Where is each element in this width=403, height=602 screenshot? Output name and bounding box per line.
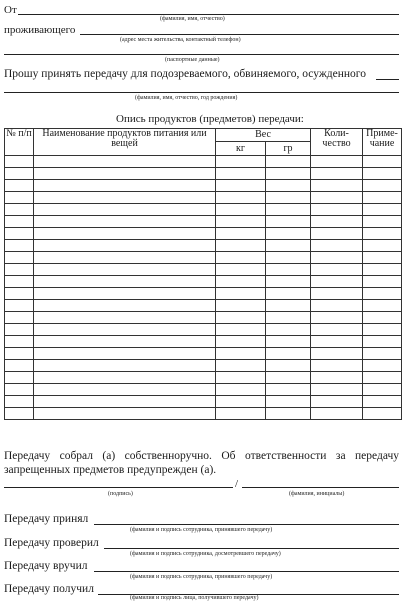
cell-name[interactable] <box>34 216 216 228</box>
cell-name[interactable] <box>34 240 216 252</box>
table-row <box>5 204 402 216</box>
table-row <box>5 348 402 360</box>
cell-note[interactable] <box>363 180 402 192</box>
cell-note[interactable] <box>363 300 402 312</box>
cell-kg[interactable] <box>216 192 266 204</box>
cell-qty[interactable] <box>311 276 363 288</box>
inventory-table <box>4 128 402 420</box>
cell-gr[interactable] <box>266 300 311 312</box>
cell-name[interactable] <box>34 180 216 192</box>
cell-name[interactable] <box>34 168 216 180</box>
cell-gr[interactable] <box>266 252 311 264</box>
handed-line[interactable] <box>94 571 399 572</box>
col-num-header: № п/п <box>5 129 34 156</box>
address-hint: (адрес места жительства, контактный телефон) <box>120 37 241 43</box>
cell-note[interactable] <box>363 240 402 252</box>
table-row <box>5 240 402 252</box>
cell-kg[interactable] <box>216 264 266 276</box>
cell-name[interactable] <box>34 252 216 264</box>
cell-kg[interactable] <box>216 168 266 180</box>
cell-gr[interactable] <box>266 372 311 384</box>
cell-name[interactable] <box>34 288 216 300</box>
cell-qty[interactable] <box>311 228 363 240</box>
signature-slash: / <box>235 478 239 490</box>
table-row <box>5 192 402 204</box>
cell-name[interactable] <box>34 384 216 396</box>
signature-hint: (подпись) <box>108 491 133 497</box>
cell-qty[interactable] <box>311 156 363 168</box>
cell-kg[interactable] <box>216 288 266 300</box>
handed-label: Передачу вручил <box>4 560 88 572</box>
cell-note[interactable] <box>363 360 402 372</box>
cell-kg[interactable] <box>216 408 266 420</box>
cell-qty[interactable] <box>311 204 363 216</box>
cell-name[interactable] <box>34 276 216 288</box>
table-row <box>5 228 402 240</box>
cell-kg[interactable] <box>216 300 266 312</box>
cell-kg[interactable] <box>216 312 266 324</box>
cell-num[interactable] <box>5 216 34 228</box>
cell-note[interactable] <box>363 192 402 204</box>
request-tail-line[interactable] <box>376 79 399 80</box>
cell-gr[interactable] <box>266 216 311 228</box>
cell-kg[interactable] <box>216 180 266 192</box>
col-weight-header: Вес <box>216 129 311 142</box>
cell-note[interactable] <box>363 264 402 276</box>
cell-qty[interactable] <box>311 348 363 360</box>
cell-note[interactable] <box>363 324 402 336</box>
table-row <box>5 300 402 312</box>
cell-gr[interactable] <box>266 288 311 300</box>
cell-kg[interactable] <box>216 324 266 336</box>
table-row <box>5 288 402 300</box>
passport-field-line[interactable] <box>4 54 399 55</box>
cell-qty[interactable] <box>311 192 363 204</box>
cell-kg[interactable] <box>216 384 266 396</box>
table-row <box>5 336 402 348</box>
table-row <box>5 168 402 180</box>
passport-hint: (паспортные данные) <box>165 57 220 63</box>
received-hint: (фамилия и подпись лица, получившего передачу) <box>130 595 259 601</box>
cell-num[interactable] <box>5 300 34 312</box>
cell-kg[interactable] <box>216 360 266 372</box>
col-kg-header: кг <box>216 142 266 156</box>
cell-gr[interactable] <box>266 180 311 192</box>
cell-gr[interactable] <box>266 396 311 408</box>
cell-gr[interactable] <box>266 312 311 324</box>
cell-name[interactable] <box>34 372 216 384</box>
accepted-hint: (фамилия и подпись сотрудника, принявшего передачу) <box>130 527 273 533</box>
table-row <box>5 180 402 192</box>
signature-line[interactable] <box>4 487 233 488</box>
cell-note[interactable] <box>363 156 402 168</box>
cell-gr[interactable] <box>266 324 311 336</box>
cell-num[interactable] <box>5 192 34 204</box>
cell-num[interactable] <box>5 408 34 420</box>
cell-kg[interactable] <box>216 336 266 348</box>
cell-gr[interactable] <box>266 168 311 180</box>
cell-kg[interactable] <box>216 228 266 240</box>
checked-line[interactable] <box>104 548 399 549</box>
from-label: От <box>4 4 17 16</box>
cell-gr[interactable] <box>266 204 311 216</box>
cell-qty[interactable] <box>311 312 363 324</box>
cell-note[interactable] <box>363 348 402 360</box>
cell-name[interactable] <box>34 324 216 336</box>
table-row <box>5 312 402 324</box>
cell-name[interactable] <box>34 312 216 324</box>
cell-name[interactable] <box>34 192 216 204</box>
cell-note[interactable] <box>363 252 402 264</box>
cell-qty[interactable] <box>311 264 363 276</box>
initials-hint: (фамилия, инициалы) <box>289 491 345 497</box>
cell-name[interactable] <box>34 336 216 348</box>
cell-qty[interactable] <box>311 252 363 264</box>
cell-gr[interactable] <box>266 228 311 240</box>
table-row <box>5 372 402 384</box>
cell-gr[interactable] <box>266 408 311 420</box>
cell-qty[interactable] <box>311 336 363 348</box>
initials-line[interactable] <box>242 487 399 488</box>
cell-qty[interactable] <box>311 408 363 420</box>
cell-note[interactable] <box>363 396 402 408</box>
cell-qty[interactable] <box>311 372 363 384</box>
checked-label: Передачу проверил <box>4 537 99 549</box>
cell-num[interactable] <box>5 228 34 240</box>
table-row <box>5 360 402 372</box>
checked-hint: (фамилия и подпись сотрудника, досмотревшего передачу) <box>130 551 281 557</box>
inventory-title: Опись продуктов (предметов) передачи: <box>116 113 304 125</box>
cell-name[interactable] <box>34 360 216 372</box>
cell-qty[interactable] <box>311 216 363 228</box>
col-name-header: Наименование продуктов питания или вещей <box>34 129 216 156</box>
accepted-line[interactable] <box>94 524 399 525</box>
cell-note[interactable] <box>363 312 402 324</box>
cell-name[interactable] <box>34 204 216 216</box>
table-row <box>5 276 402 288</box>
cell-note[interactable] <box>363 168 402 180</box>
table-row <box>5 408 402 420</box>
cell-kg[interactable] <box>216 348 266 360</box>
cell-num[interactable] <box>5 204 34 216</box>
handed-hint: (фамилия и подпись сотрудника, принявшего передачу) <box>130 574 273 580</box>
cell-note[interactable] <box>363 336 402 348</box>
table-row <box>5 396 402 408</box>
cell-gr[interactable] <box>266 360 311 372</box>
person-field-line[interactable] <box>4 92 399 93</box>
cell-note[interactable] <box>363 288 402 300</box>
col-note-header: Приме- чание <box>363 129 402 156</box>
cell-kg[interactable] <box>216 372 266 384</box>
inventory-rows <box>5 156 402 420</box>
cell-num[interactable] <box>5 348 34 360</box>
cell-name[interactable] <box>34 228 216 240</box>
cell-name[interactable] <box>34 396 216 408</box>
cell-qty[interactable] <box>311 384 363 396</box>
received-label: Передачу получил <box>4 583 94 595</box>
cell-note[interactable] <box>363 228 402 240</box>
cell-kg[interactable] <box>216 276 266 288</box>
cell-num[interactable] <box>5 396 34 408</box>
cell-num[interactable] <box>5 312 34 324</box>
cell-name[interactable] <box>34 156 216 168</box>
cell-num[interactable] <box>5 156 34 168</box>
table-row <box>5 384 402 396</box>
cell-qty[interactable] <box>311 324 363 336</box>
cell-gr[interactable] <box>266 192 311 204</box>
cell-name[interactable] <box>34 408 216 420</box>
cell-num[interactable] <box>5 336 34 348</box>
cell-gr[interactable] <box>266 156 311 168</box>
table-row <box>5 324 402 336</box>
cell-kg[interactable] <box>216 204 266 216</box>
cell-name[interactable] <box>34 300 216 312</box>
cell-num[interactable] <box>5 240 34 252</box>
col-qty-header: Коли- чество <box>311 129 363 156</box>
residing-label: проживающего <box>4 24 76 36</box>
cell-gr[interactable] <box>266 264 311 276</box>
table-row <box>5 156 402 168</box>
cell-kg[interactable] <box>216 240 266 252</box>
request-text: Прошу принять передачу для подозреваемого, обвиняемого, осужденного <box>4 68 366 80</box>
cell-num[interactable] <box>5 288 34 300</box>
cell-num[interactable] <box>5 372 34 384</box>
cell-num[interactable] <box>5 180 34 192</box>
cell-num[interactable] <box>5 252 34 264</box>
table-row <box>5 252 402 264</box>
accepted-label: Передачу принял <box>4 513 89 525</box>
cell-num[interactable] <box>5 168 34 180</box>
cell-gr[interactable] <box>266 276 311 288</box>
cell-num[interactable] <box>5 324 34 336</box>
cell-gr[interactable] <box>266 348 311 360</box>
cell-num[interactable] <box>5 384 34 396</box>
cell-num[interactable] <box>5 264 34 276</box>
from-hint: (фамилия, имя, отчество) <box>160 16 225 22</box>
cell-note[interactable] <box>363 408 402 420</box>
col-gr-header: гр <box>266 142 311 156</box>
cell-note[interactable] <box>363 204 402 216</box>
cell-name[interactable] <box>34 348 216 360</box>
cell-qty[interactable] <box>311 300 363 312</box>
cell-name[interactable] <box>34 264 216 276</box>
cell-gr[interactable] <box>266 336 311 348</box>
cell-num[interactable] <box>5 360 34 372</box>
cell-num[interactable] <box>5 276 34 288</box>
cell-gr[interactable] <box>266 384 311 396</box>
cell-kg[interactable] <box>216 156 266 168</box>
cell-qty[interactable] <box>311 288 363 300</box>
cell-kg[interactable] <box>216 252 266 264</box>
table-row <box>5 216 402 228</box>
from-field-line[interactable] <box>18 14 399 15</box>
table-row <box>5 264 402 276</box>
address-field-line[interactable] <box>80 34 399 35</box>
cell-gr[interactable] <box>266 240 311 252</box>
cell-qty[interactable] <box>311 360 363 372</box>
cell-qty[interactable] <box>311 396 363 408</box>
cell-note[interactable] <box>363 384 402 396</box>
cell-kg[interactable] <box>216 216 266 228</box>
cell-note[interactable] <box>363 276 402 288</box>
cell-qty[interactable] <box>311 168 363 180</box>
cell-qty[interactable] <box>311 240 363 252</box>
cell-note[interactable] <box>363 216 402 228</box>
person-hint: (фамилия, имя, отчество, год рождения) <box>135 95 238 101</box>
cell-kg[interactable] <box>216 396 266 408</box>
cell-qty[interactable] <box>311 180 363 192</box>
statement-text: Передачу собрал (а) собственноручно. Об ответственности за передачу запрещенных предметов предупрежден (а). <box>4 450 399 476</box>
cell-note[interactable] <box>363 372 402 384</box>
